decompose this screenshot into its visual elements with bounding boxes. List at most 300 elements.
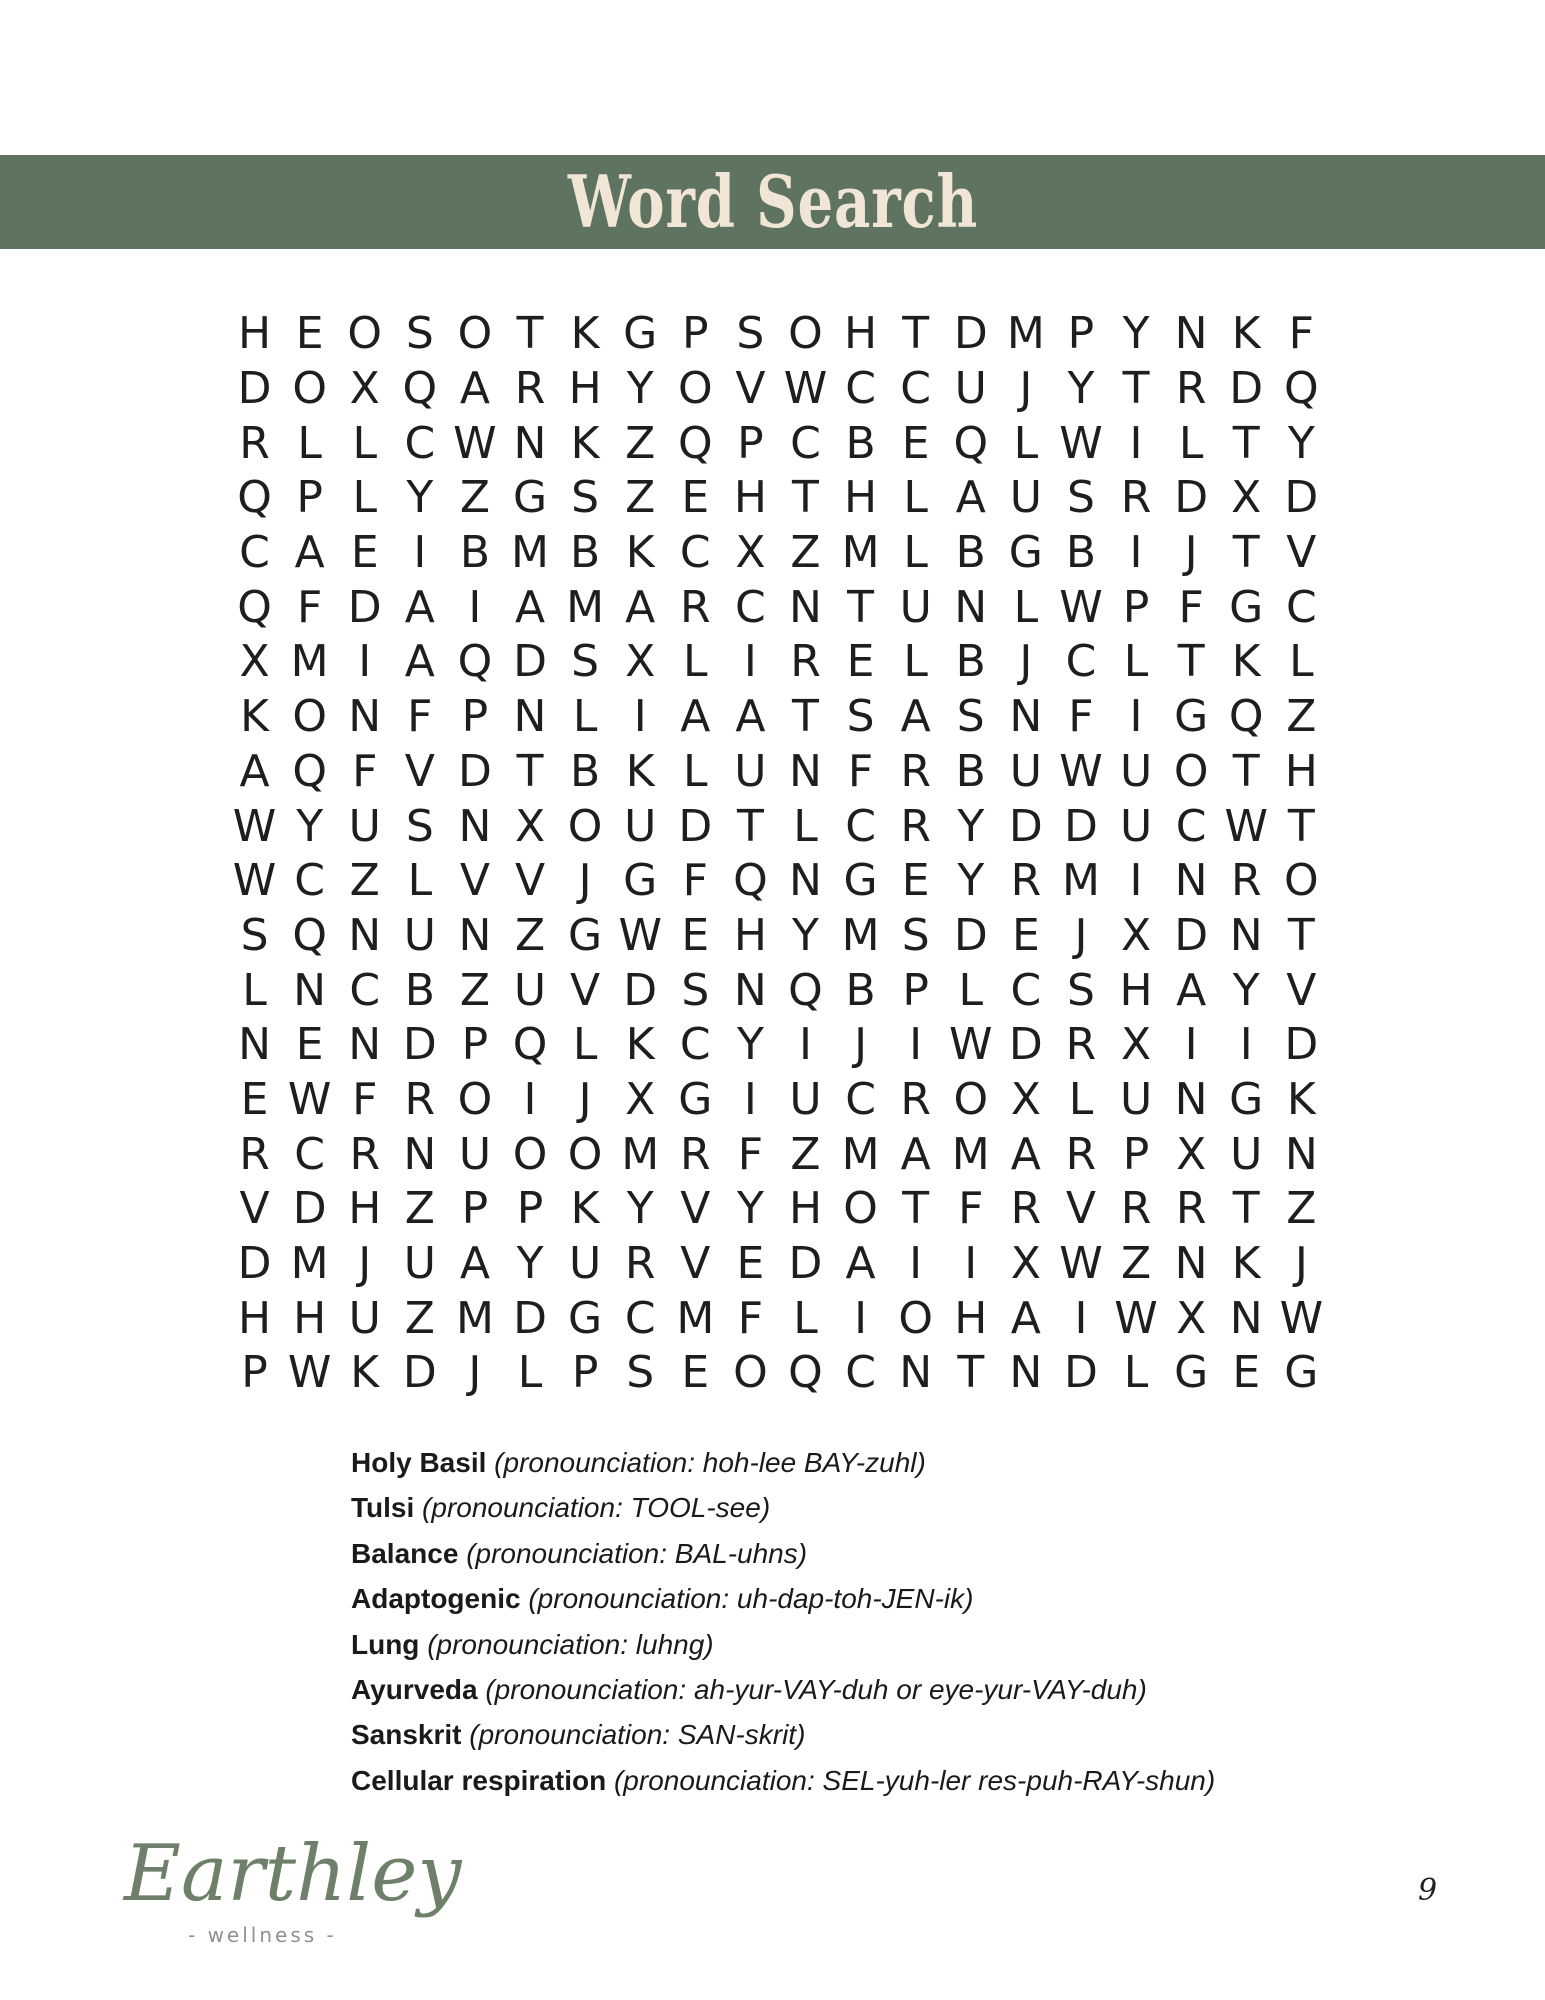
grid-letter: A: [1176, 964, 1207, 1016]
word-term: Holy Basil: [351, 1447, 487, 1478]
grid-letter: R: [680, 1128, 711, 1180]
grid-letter: H: [844, 308, 878, 360]
grid-letter: Z: [1286, 691, 1317, 743]
grid-letter: Q: [402, 363, 438, 415]
grid-letter: L: [683, 636, 708, 688]
grid-letter: Q: [953, 417, 989, 469]
grid-letter: R: [1010, 1183, 1042, 1235]
word-pronunciation: (pronounciation: SAN-skrit): [469, 1719, 806, 1751]
grid-letter: O: [292, 691, 327, 743]
grid-letter: L: [352, 472, 377, 524]
grid-letter: S: [405, 800, 434, 852]
grid-letter: L: [903, 472, 928, 524]
grid-letter: C: [1285, 581, 1317, 633]
grid-letter: Y: [296, 800, 324, 852]
logo-subtitle: - wellness -: [188, 1923, 337, 1947]
grid-letter: T: [1287, 800, 1315, 852]
grid-letter: V: [1286, 527, 1317, 579]
grid-letter: M: [841, 1128, 880, 1180]
grid-letter: F: [737, 1292, 764, 1344]
grid-letter: M: [1061, 855, 1100, 907]
grid-letter: U: [789, 1073, 822, 1125]
grid-letter: L: [958, 964, 984, 1016]
grid-letter: R: [790, 636, 821, 688]
grid-letter: A: [680, 691, 711, 743]
grid-letter: P: [902, 964, 929, 1016]
grid-letter: T: [1122, 363, 1150, 415]
grid-letter: W: [1059, 417, 1103, 469]
grid-letter: K: [1231, 1238, 1261, 1290]
grid-letter: L: [572, 1019, 598, 1071]
grid-letter: X: [625, 1073, 656, 1125]
grid-letter: I: [1184, 1019, 1198, 1071]
grid-letter: D: [402, 1019, 437, 1071]
grid-letter: B: [955, 745, 986, 797]
grid-letter: Z: [514, 909, 546, 961]
grid-letter: L: [297, 417, 322, 469]
grid-letter: V: [570, 964, 601, 1016]
grid-letter: D: [513, 636, 547, 688]
grid-letter: X: [1176, 1292, 1207, 1344]
grid-letter: X: [1120, 909, 1152, 961]
grid-letter: S: [736, 308, 765, 360]
grid-letter: P: [296, 472, 323, 524]
grid-letter: P: [516, 1183, 544, 1235]
grid-letter: O: [677, 363, 713, 415]
grid-letter: H: [238, 308, 272, 360]
word-term: Tulsi: [351, 1492, 415, 1524]
grid-letter: O: [1284, 855, 1319, 907]
grid-letter: B: [570, 527, 601, 579]
word-pronunciation: (pronounciation: BAL-uhns): [466, 1537, 808, 1569]
word-pronunciation: (pronounciation: TOOL-see): [422, 1492, 771, 1524]
grid-letter: P: [1067, 308, 1095, 360]
grid-letter: C: [1010, 964, 1042, 1016]
grid-letter: A: [459, 1238, 490, 1290]
grid-letter: I: [909, 1019, 923, 1071]
grid-letter: G: [568, 1292, 603, 1344]
grid-letter: G: [678, 1073, 713, 1125]
grid-letter: H: [568, 363, 602, 415]
grid-letter: N: [733, 964, 767, 1016]
grid-letter: G: [623, 308, 658, 360]
grid-letter: U: [1009, 472, 1042, 524]
grid-letter: N: [403, 1128, 437, 1180]
grid-letter: T: [792, 472, 819, 524]
grid-letter: Q: [512, 1019, 548, 1071]
grid-letter: E: [681, 472, 710, 524]
grid-letter: C: [624, 1292, 656, 1344]
grid-letter: H: [788, 1183, 823, 1235]
grid-letter: U: [734, 745, 767, 797]
grid-letter: O: [898, 1292, 933, 1344]
word-term: Balance: [351, 1537, 459, 1569]
grid-letter: J: [578, 1073, 592, 1125]
grid-letter: I: [358, 636, 372, 688]
word-list-item: [351, 1712, 1351, 1757]
grid-letter: Q: [788, 964, 823, 1016]
grid-letter: S: [405, 308, 434, 360]
grid-letter: C: [1065, 636, 1097, 688]
grid-letter: R: [680, 581, 711, 633]
grid-letter: D: [292, 1183, 327, 1235]
grid-letter: E: [901, 417, 930, 469]
grid-letter: R: [1010, 855, 1042, 907]
grid-letter: C: [294, 1128, 325, 1180]
word-pronunciation: (pronounciation: ah-yur-VAY-duh or eye-yur-VAY-duh): [485, 1673, 1147, 1705]
grid-letter: A: [404, 581, 435, 633]
grid-letter: Z: [1286, 1183, 1317, 1235]
grid-letter: T: [902, 308, 930, 360]
grid-letter: H: [238, 1292, 272, 1344]
grid-letter: I: [964, 1238, 978, 1290]
grid-letter: P: [1122, 581, 1150, 633]
grid-letter: V: [239, 1183, 270, 1235]
grid-letter: Y: [1232, 964, 1260, 1016]
grid-letter: A: [239, 745, 270, 797]
grid-letter: E: [1232, 1347, 1261, 1399]
grid-letter: N: [293, 964, 327, 1016]
grid-letter: G: [843, 855, 878, 907]
grid-letter: Z: [790, 1128, 821, 1180]
grid-letter: L: [1289, 636, 1314, 688]
word-list-item: [351, 1440, 1351, 1485]
grid-letter: N: [789, 745, 822, 797]
grid-letter: S: [240, 909, 269, 961]
grid-letter: U: [899, 581, 932, 633]
grid-letter: I: [1129, 417, 1143, 469]
grid-letter: N: [1229, 1292, 1263, 1344]
grid-letter: Q: [237, 472, 272, 524]
logo-script: Earthley: [124, 1829, 462, 1919]
grid-letter: Y: [626, 1183, 654, 1235]
grid-letter: S: [1066, 472, 1095, 524]
grid-letter: N: [899, 1347, 933, 1399]
grid-letter: C: [239, 527, 270, 579]
grid-letter: K: [570, 308, 600, 360]
grid-letter: I: [413, 527, 427, 579]
grid-letter: K: [1231, 636, 1261, 688]
grid-letter: G: [1229, 1073, 1264, 1125]
grid-letter: F: [958, 1183, 984, 1235]
grid-letter: F: [1288, 308, 1314, 360]
grid-letter: F: [352, 1073, 378, 1125]
grid-letter: K: [625, 527, 655, 579]
grid-letter: K: [570, 1183, 600, 1235]
grid-letter: E: [295, 308, 324, 360]
grid-letter: W: [287, 1347, 332, 1399]
word-list-item: [351, 1531, 1351, 1576]
grid-letter: F: [737, 1128, 764, 1180]
grid-letter: D: [788, 1238, 823, 1290]
grid-letter: B: [570, 745, 601, 797]
grid-letter: X: [1176, 1128, 1207, 1180]
grid-letter: F: [296, 581, 323, 633]
grid-letter: Y: [792, 909, 819, 961]
grid-letter: L: [242, 964, 267, 1016]
grid-letter: I: [468, 581, 482, 633]
grid-letter: A: [955, 472, 986, 524]
grid-letter: L: [683, 745, 708, 797]
grid-letter: R: [900, 1073, 931, 1125]
grid-letter: E: [1011, 909, 1040, 961]
grid-letter: C: [845, 363, 876, 415]
grid-letter: V: [404, 745, 435, 797]
word-pronunciation: (pronounciation: uh-dap-toh-JEN-ik): [528, 1583, 974, 1615]
grid-letter: C: [1175, 800, 1207, 852]
grid-letter: J: [1074, 909, 1088, 961]
grid-letter: U: [348, 800, 381, 852]
grid-letter: J: [1184, 527, 1198, 579]
word-list-item: [351, 1758, 1351, 1803]
grid-letter: O: [1173, 745, 1209, 797]
grid-letter: T: [1232, 527, 1260, 579]
page-number: 9: [1418, 1873, 1438, 1908]
grid-letter: V: [514, 855, 546, 907]
grid-letter: N: [954, 581, 988, 633]
grid-letter: D: [1064, 1347, 1098, 1399]
grid-letter: Z: [349, 855, 380, 907]
grid-letter: H: [954, 1292, 988, 1344]
grid-letter: L: [793, 1292, 818, 1344]
grid-letter: E: [736, 1238, 765, 1290]
grid-letter: X: [349, 363, 380, 415]
grid-letter: T: [1232, 417, 1260, 469]
grid-letter: L: [1123, 636, 1149, 688]
grid-letter: W: [1224, 800, 1268, 852]
grid-letter: D: [347, 581, 382, 633]
grid-letter: H: [1284, 745, 1318, 797]
grid-letter: Y: [1122, 308, 1150, 360]
grid-letter: B: [845, 417, 876, 469]
word-list: [351, 1440, 1351, 1803]
grid-letter: K: [1286, 1073, 1316, 1125]
word-pronunciation: (pronounciation: luhng): [427, 1628, 714, 1660]
grid-letter: T: [957, 1347, 985, 1399]
grid-letter: K: [1231, 308, 1261, 360]
grid-letter: G: [1008, 527, 1043, 579]
grid-letter: H: [844, 472, 878, 524]
grid-letter: Y: [957, 800, 985, 852]
grid-letter: L: [352, 417, 377, 469]
grid-letter: Z: [459, 472, 490, 524]
grid-letter: J: [468, 1347, 482, 1399]
grid-letter: Q: [457, 636, 493, 688]
grid-letter: Y: [406, 472, 434, 524]
grid-letter: D: [678, 800, 713, 852]
grid-letter: Z: [790, 527, 821, 579]
grid-letter: C: [845, 800, 876, 852]
grid-letter: A: [900, 1128, 931, 1180]
grid-letter: R: [1175, 363, 1207, 415]
grid-letter: V: [735, 363, 766, 415]
grid-letter: F: [682, 855, 708, 907]
grid-letter: P: [682, 308, 709, 360]
grid-letter: W: [453, 417, 497, 469]
grid-letter: J: [1019, 363, 1033, 415]
word-list-item: [351, 1622, 1351, 1667]
grid-letter: N: [789, 855, 822, 907]
grid-letter: H: [733, 909, 767, 961]
grid-letter: X: [735, 527, 766, 579]
grid-letter: O: [843, 1183, 878, 1235]
grid-letter: R: [1175, 1183, 1207, 1235]
grid-letter: A: [1010, 1128, 1041, 1180]
grid-letter: A: [459, 363, 490, 415]
grid-letter: K: [570, 417, 600, 469]
grid-letter: W: [949, 1019, 993, 1071]
grid-letter: H: [1119, 964, 1153, 1016]
grid-letter: D: [1284, 1019, 1319, 1071]
word-list-item: [351, 1576, 1351, 1621]
grid-letter: F: [847, 745, 874, 797]
grid-letter: G: [623, 855, 658, 907]
grid-letter: W: [1059, 1238, 1103, 1290]
grid-letter: Z: [625, 417, 656, 469]
grid-letter: D: [953, 909, 988, 961]
grid-letter: F: [407, 691, 433, 743]
grid-letter: L: [1013, 417, 1039, 469]
grid-letter: X: [1010, 1073, 1041, 1125]
grid-letter: U: [1119, 800, 1153, 852]
grid-letter: L: [407, 855, 433, 907]
grid-letter: C: [679, 1019, 711, 1071]
grid-letter: Q: [237, 581, 272, 633]
grid-letter: M: [455, 1292, 494, 1344]
grid-letter: N: [513, 691, 547, 743]
grid-letter: T: [1232, 745, 1260, 797]
grid-letter: G: [1229, 581, 1264, 633]
grid-letter: Y: [626, 363, 654, 415]
grid-letter: M: [511, 527, 549, 579]
grid-letter: L: [517, 1347, 543, 1399]
grid-letter: C: [404, 417, 436, 469]
grid-letter: N: [348, 691, 382, 743]
grid-letter: W: [1114, 1292, 1158, 1344]
grid-letter: J: [358, 1238, 372, 1290]
grid-letter: S: [901, 909, 930, 961]
grid-letter: N: [1174, 308, 1208, 360]
grid-letter: R: [1065, 1019, 1097, 1071]
grid-letter: C: [735, 581, 766, 633]
grid-letter: A: [404, 636, 435, 688]
grid-letter: N: [348, 1019, 382, 1071]
grid-letter: M: [1006, 308, 1045, 360]
grid-letter: Y: [736, 1183, 764, 1235]
grid-letter: U: [1009, 745, 1042, 797]
grid-letter: D: [1008, 800, 1043, 852]
grid-letter: N: [348, 909, 382, 961]
grid-letter: D: [1174, 472, 1209, 524]
grid-letter: G: [1174, 1347, 1209, 1399]
grid-letter: Q: [292, 745, 327, 797]
grid-letter: X: [239, 636, 270, 688]
grid-letter: H: [293, 1292, 327, 1344]
grid-letter: P: [737, 417, 764, 469]
grid-letter: N: [1174, 1073, 1208, 1125]
grid-letter: W: [1059, 745, 1103, 797]
grid-letter: R: [624, 1238, 656, 1290]
grid-letter: T: [847, 581, 875, 633]
grid-letter: F: [1068, 691, 1094, 743]
grid-letter: U: [513, 964, 547, 1016]
grid-letter: I: [1074, 1292, 1088, 1344]
grid-letter: H: [733, 472, 767, 524]
grid-letter: W: [232, 800, 277, 852]
grid-letter: T: [1232, 1183, 1260, 1235]
grid-letter: H: [348, 1183, 382, 1235]
grid-letter: V: [459, 855, 490, 907]
grid-letter: V: [680, 1183, 711, 1235]
grid-letter: M: [676, 1292, 715, 1344]
grid-letter: G: [1174, 691, 1209, 743]
grid-letter: C: [294, 855, 325, 907]
grid-letter: M: [290, 1238, 329, 1290]
word-term: Lung: [351, 1628, 420, 1660]
grid-letter: N: [1284, 1128, 1318, 1180]
grid-letter: D: [1064, 800, 1098, 852]
grid-letter: G: [1284, 1347, 1319, 1399]
grid-letter: Q: [1284, 363, 1319, 415]
grid-letter: U: [1119, 1073, 1153, 1125]
grid-letter: K: [350, 1347, 380, 1399]
grid-letter: I: [743, 636, 757, 688]
grid-letter: P: [461, 1019, 489, 1071]
grid-letter: I: [523, 1073, 537, 1125]
grid-letter: R: [900, 800, 931, 852]
grid-letter: I: [743, 1073, 757, 1125]
grid-letter: U: [954, 363, 987, 415]
grid-letter: L: [1068, 1073, 1094, 1125]
grid-letter: D: [402, 1347, 437, 1399]
grid-letter: D: [1174, 909, 1209, 961]
grid-letter: P: [241, 1347, 268, 1399]
grid-letter: A: [625, 581, 656, 633]
grid-letter: Y: [1067, 363, 1095, 415]
grid-letter: X: [1231, 472, 1262, 524]
grid-letter: E: [901, 855, 930, 907]
grid-letter: B: [845, 964, 876, 1016]
grid-letter: Q: [292, 909, 327, 961]
grid-letter: E: [295, 1019, 324, 1071]
grid-letter: I: [854, 1292, 868, 1344]
grid-letter: Y: [516, 1238, 544, 1290]
grid-letter: O: [292, 363, 327, 415]
grid-letter: X: [1010, 1238, 1041, 1290]
grid-letter: R: [1120, 1183, 1152, 1235]
grid-letter: D: [237, 363, 272, 415]
grid-letter: I: [1129, 855, 1143, 907]
grid-letter: Y: [957, 855, 985, 907]
grid-letter: E: [240, 1073, 269, 1125]
earthley-logo: [124, 1829, 462, 1955]
grid-letter: K: [240, 691, 269, 743]
grid-letter: W: [1059, 581, 1103, 633]
grid-letter: R: [514, 363, 546, 415]
grid-letter: W: [287, 1073, 332, 1125]
grid-letter: Q: [788, 1347, 823, 1399]
grid-letter: O: [788, 308, 823, 360]
grid-letter: R: [1065, 1128, 1097, 1180]
grid-letter: C: [845, 1347, 876, 1399]
grid-letter: L: [572, 691, 598, 743]
grid-letter: O: [457, 308, 493, 360]
grid-letter: A: [845, 1238, 876, 1290]
word-term: Sanskrit: [351, 1719, 462, 1751]
grid-letter: N: [1009, 1347, 1043, 1399]
grid-letter: W: [618, 909, 662, 961]
grid-letter: M: [841, 909, 880, 961]
